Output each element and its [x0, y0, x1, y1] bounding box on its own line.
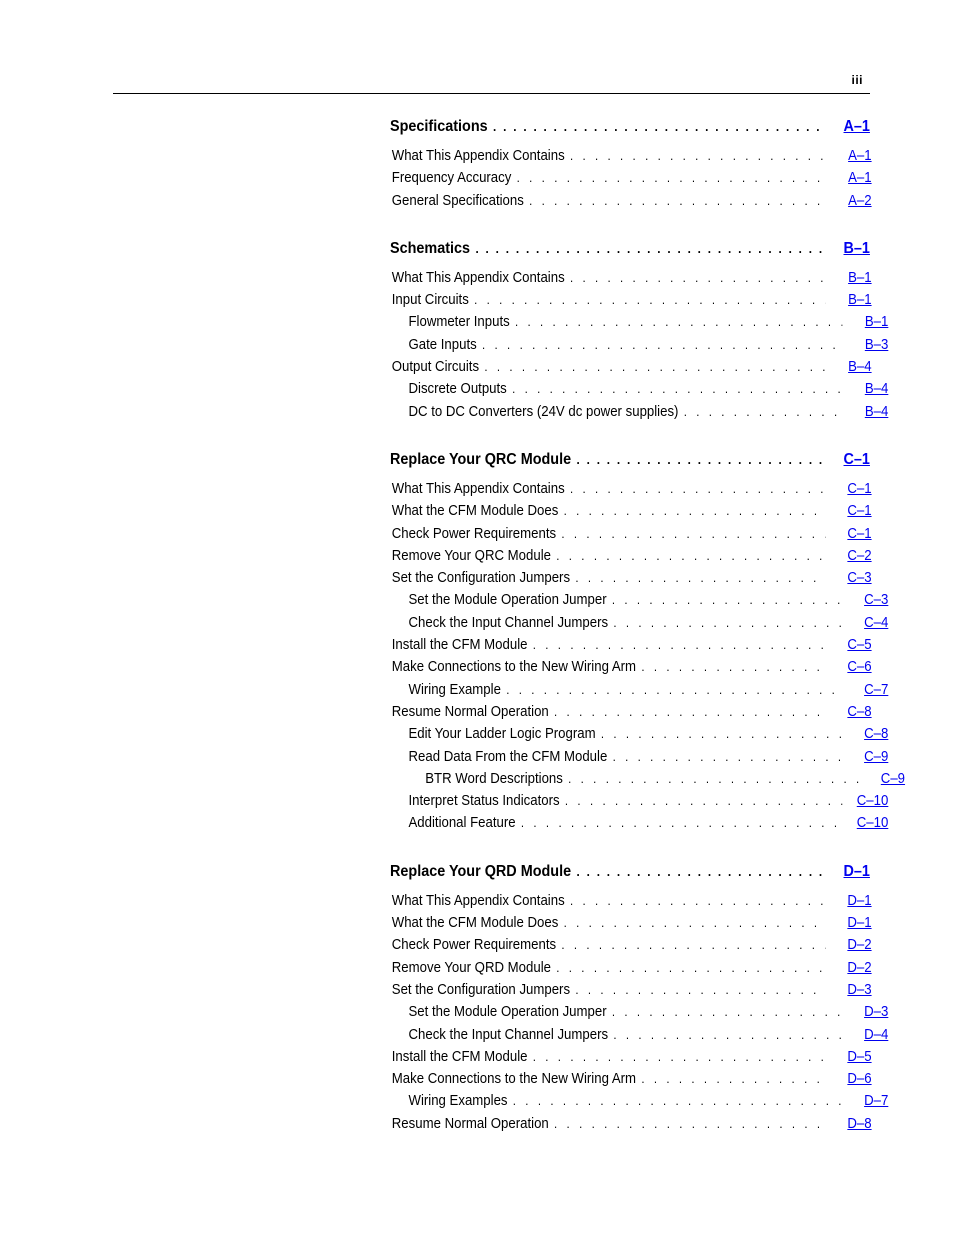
entry-label: Set the Module Operation Jumper — [408, 1003, 607, 1021]
dot-leader — [533, 1049, 826, 1064]
section-title: Schematics — [390, 239, 471, 257]
toc-section — [390, 118, 870, 214]
entry-label: Set the Module Operation Jumper — [408, 591, 607, 609]
dot-leader — [612, 1004, 843, 1019]
entry-page-link[interactable]: D–8 — [847, 1114, 872, 1132]
dot-leader — [684, 404, 843, 419]
toc-entry — [390, 703, 872, 725]
entry-page-link[interactable]: C–1 — [847, 479, 872, 497]
toc-entry — [390, 614, 888, 636]
toc-entry — [390, 269, 872, 291]
toc-entry — [390, 658, 872, 680]
section-heading — [390, 863, 870, 885]
toc-entry — [390, 147, 872, 169]
entry-label: Check Power Requirements — [391, 524, 557, 542]
toc-entry — [390, 725, 888, 747]
toc-entry — [390, 936, 872, 958]
entry-label: DC to DC Converters (24V dc power supplies) — [408, 402, 679, 420]
dot-leader — [613, 615, 842, 630]
dot-leader — [475, 241, 823, 256]
entry-page-link[interactable]: D–6 — [847, 1070, 872, 1088]
dot-leader — [641, 1071, 825, 1086]
dot-leader — [613, 1027, 842, 1042]
section-page-link[interactable]: B–1 — [843, 239, 870, 257]
entry-label: Install the CFM Module — [391, 1047, 528, 1065]
toc-entry — [390, 547, 872, 569]
toc-entry — [390, 981, 872, 1003]
dot-leader — [565, 793, 843, 808]
entry-page-link[interactable]: C–5 — [847, 636, 872, 654]
entry-page-link[interactable]: C–7 — [864, 680, 889, 698]
entry-page-link[interactable]: C–6 — [847, 658, 872, 676]
entry-label: Output Circuits — [391, 358, 480, 376]
toc-entry — [390, 569, 872, 591]
entry-page-link[interactable]: B–4 — [848, 358, 872, 376]
dot-leader — [512, 381, 842, 396]
toc-entry — [390, 291, 872, 313]
entry-label: What This Appendix Contains — [391, 268, 565, 286]
entry-label: Wiring Example — [408, 680, 501, 698]
toc-entry — [390, 336, 888, 358]
section-heading — [390, 240, 870, 262]
section-heading — [390, 451, 870, 473]
entry-label: Set the Configuration Jumpers — [391, 980, 571, 998]
dot-leader — [529, 193, 826, 208]
toc-entry — [390, 380, 888, 402]
toc-entry — [390, 770, 905, 792]
dot-leader — [556, 548, 826, 563]
entry-page-link[interactable]: B–4 — [864, 380, 889, 398]
entry-label: Edit Your Ladder Logic Program — [408, 725, 596, 743]
toc-entry — [390, 169, 872, 191]
entry-page-link[interactable]: B–1 — [848, 291, 872, 309]
dot-leader — [556, 960, 826, 975]
dot-leader — [641, 659, 825, 674]
entry-page-link[interactable]: D–1 — [847, 891, 872, 909]
entry-label: Frequency Accuracy — [391, 169, 512, 187]
entry-page-link[interactable]: C–10 — [856, 792, 889, 810]
entry-label: What the CFM Module Does — [391, 914, 559, 932]
entry-label: Wiring Examples — [408, 1092, 508, 1110]
entry-label: Input Circuits — [391, 291, 469, 309]
page-number: iii — [851, 73, 863, 87]
section-title: Replace Your QRC Module — [390, 450, 572, 468]
dot-leader — [601, 726, 843, 741]
entry-page-link[interactable]: A–1 — [848, 147, 872, 164]
entry-page-link[interactable]: B–3 — [864, 335, 889, 353]
toc-entry — [390, 1070, 872, 1092]
toc-entry — [390, 1092, 888, 1114]
entry-label: Check the Input Channel Jumpers — [408, 613, 609, 631]
entry-page-link[interactable]: C–1 — [847, 524, 872, 542]
entry-label: Make Connections to the New Wiring Arm — [391, 658, 637, 676]
entry-label: Resume Normal Operation — [391, 1114, 549, 1132]
toc-entry — [390, 525, 872, 547]
dot-leader — [570, 148, 826, 163]
dot-leader — [506, 682, 842, 697]
dot-leader — [568, 771, 859, 786]
entry-page-link[interactable]: D–3 — [847, 980, 872, 998]
entry-label: Set the Configuration Jumpers — [391, 569, 571, 587]
dot-leader — [576, 864, 823, 879]
entry-page-link[interactable]: D–1 — [847, 914, 872, 932]
dot-leader — [517, 170, 826, 185]
dot-leader — [493, 119, 823, 134]
entry-page-link[interactable]: C–3 — [864, 591, 889, 609]
entry-page-link[interactable]: D–3 — [864, 1003, 889, 1021]
header-rule — [113, 93, 870, 94]
toc-entry — [390, 792, 888, 814]
entry-label: Interpret Status Indicators — [408, 792, 560, 810]
entry-page-link[interactable]: C–2 — [847, 546, 872, 564]
entry-label: Check Power Requirements — [391, 936, 557, 954]
toc-entry — [390, 681, 888, 703]
section-page-link[interactable]: D–1 — [843, 862, 870, 880]
entry-page-link[interactable]: D–5 — [847, 1047, 872, 1065]
entry-page-link[interactable]: C–1 — [847, 502, 872, 520]
entry-page-link[interactable]: B–1 — [848, 268, 872, 286]
entry-label: Check the Input Channel Jumpers — [408, 1025, 609, 1043]
entry-page-link[interactable]: C–3 — [847, 569, 872, 587]
dot-leader — [515, 314, 843, 329]
entry-label: Flowmeter Inputs — [408, 313, 510, 331]
entry-label: What This Appendix Contains — [391, 147, 565, 164]
entry-page-link[interactable]: C–8 — [864, 725, 889, 743]
toc-entry — [390, 636, 872, 658]
toc-entry — [390, 892, 872, 914]
dot-leader — [554, 1116, 826, 1131]
toc-section — [390, 862, 889, 1137]
dot-leader — [576, 452, 823, 467]
dot-leader — [570, 270, 826, 285]
dot-leader — [533, 637, 826, 652]
entry-page-link[interactable]: A–1 — [848, 169, 872, 187]
toc-entry — [390, 1048, 872, 1070]
toc-section — [390, 450, 906, 837]
section-page-link[interactable]: A–1 — [843, 118, 870, 135]
entry-label: What the CFM Module Does — [391, 502, 559, 520]
entry-label: Install the CFM Module — [391, 636, 528, 654]
entry-label: Read Data From the CFM Module — [408, 747, 608, 765]
toc-entry — [390, 1026, 888, 1048]
entry-label: Discrete Outputs — [408, 380, 507, 398]
entry-page-link[interactable]: B–1 — [864, 313, 889, 331]
dot-leader — [570, 481, 826, 496]
entry-label: Remove Your QRC Module — [391, 546, 551, 564]
toc-entry — [390, 591, 888, 613]
dot-leader — [612, 592, 843, 607]
toc-entry — [390, 959, 872, 981]
toc-entry — [390, 814, 888, 836]
toc-entry — [390, 480, 872, 502]
section-title: Replace Your QRD Module — [390, 862, 572, 880]
entry-label: Resume Normal Operation — [391, 702, 549, 720]
dot-leader — [570, 893, 826, 908]
entry-page-link[interactable]: A–2 — [848, 191, 872, 209]
entry-page-link[interactable]: C–9 — [880, 769, 906, 787]
dot-leader — [521, 815, 843, 830]
entry-label: Make Connections to the New Wiring Arm — [391, 1070, 637, 1088]
toc-entry — [390, 358, 872, 380]
entry-label: Remove Your QRD Module — [391, 958, 551, 976]
toc-entry — [390, 313, 888, 335]
dot-leader — [613, 749, 843, 764]
dot-leader — [513, 1093, 843, 1108]
dot-leader — [561, 526, 825, 541]
table-of-contents — [390, 118, 906, 1163]
dot-leader — [554, 704, 826, 719]
toc-entry — [390, 403, 888, 425]
toc-entry — [390, 748, 888, 770]
entry-label: Gate Inputs — [408, 335, 477, 353]
toc-entry — [390, 914, 872, 936]
entry-page-link[interactable]: C–9 — [864, 747, 889, 765]
entry-page-link[interactable]: C–8 — [847, 702, 872, 720]
entry-label: Additional Feature — [408, 814, 516, 832]
dot-leader — [575, 570, 825, 585]
toc-entry — [390, 192, 872, 214]
toc-entry — [390, 1003, 888, 1025]
dot-leader — [482, 337, 843, 352]
dot-leader — [575, 982, 825, 997]
section-title: Specifications — [390, 118, 488, 135]
entry-page-link[interactable]: C–4 — [864, 613, 889, 631]
toc-entry — [390, 502, 872, 524]
entry-page-link[interactable]: D–2 — [847, 958, 872, 976]
entry-label: What This Appendix Contains — [391, 891, 565, 909]
entry-label: What This Appendix Contains — [391, 479, 565, 497]
dot-leader — [484, 359, 825, 374]
section-heading — [390, 118, 870, 140]
toc-section — [390, 239, 889, 425]
entry-page-link[interactable]: D–7 — [864, 1092, 889, 1110]
entry-page-link[interactable]: D–4 — [864, 1025, 889, 1043]
entry-label: BTR Word Descriptions — [425, 769, 563, 787]
toc-entry — [390, 1115, 872, 1137]
dot-leader — [564, 503, 826, 518]
entry-page-link[interactable]: B–4 — [864, 402, 889, 420]
entry-label: General Specifications — [391, 191, 524, 209]
dot-leader — [474, 292, 826, 307]
entry-page-link[interactable]: C–10 — [856, 814, 889, 832]
dot-leader — [564, 915, 826, 930]
entry-page-link[interactable]: D–2 — [847, 936, 872, 954]
dot-leader — [561, 937, 825, 952]
section-page-link[interactable]: C–1 — [843, 450, 870, 468]
